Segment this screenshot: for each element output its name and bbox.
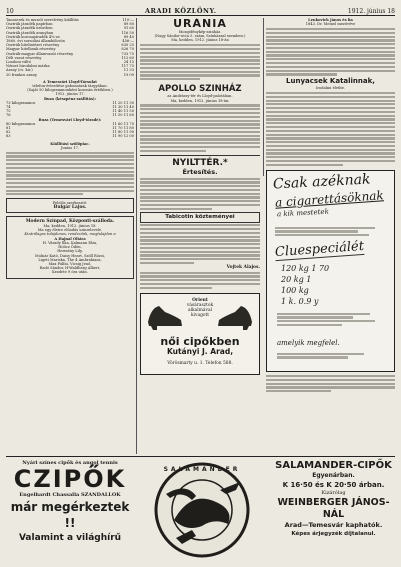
shoe-store: Kutányi J. Arad, [166, 346, 234, 356]
cinema-program-line: Hermény Lily, [57, 249, 83, 254]
price-list [281, 263, 329, 307]
price-row: 100 kg [281, 285, 309, 295]
cinema-program-line: Max Pálfai, Vicsig Jenő, [48, 261, 92, 266]
exchange-row-label: Londoni váltó [6, 60, 31, 65]
buza2-row-label: 80 kilogrammos [6, 121, 36, 126]
urania-title: URÁNIA [173, 18, 227, 30]
lloyd-head: (Saját 50 kilogrammonként koronás értékben.) [27, 88, 113, 93]
cinema-time: Kezdete 9 óra után. [52, 270, 88, 275]
bottom-ads [6, 456, 395, 563]
buza2-row-value: 11 80 11 90 [112, 130, 134, 135]
page-number: 10 [6, 8, 14, 15]
apollo-subtitle: az Andrássy-tér és Lloyd-palotában. [167, 94, 233, 99]
signature: Vojtek Alajos. [226, 264, 260, 270]
tabacos-banner: Tabicotin közteményei [140, 212, 260, 223]
salamander-shop: WEINBERGER JÁNOS-NÁL [277, 497, 390, 520]
exchange-row-label: Tanszerek és muzeli szerelvény kiállítás [6, 18, 79, 22]
czipok-big: már megérkeztek !! [10, 500, 130, 530]
exchange-row-label: 1860. évi sorsolási államkölcsön [6, 39, 65, 44]
cinema-program-line: Holicz Ödön. [58, 245, 82, 250]
handwrite-scribbles-3 [277, 351, 386, 360]
stamp-word: SALAMANDER [163, 466, 241, 473]
buza2-row [6, 134, 134, 138]
editor-label: Felelős szerkesztő: [52, 201, 88, 206]
apollo-text [140, 104, 260, 152]
page-header [6, 5, 395, 16]
exchange-row-value: 11 33 [123, 68, 134, 73]
buza-row-value: 11 30 11 40 [112, 105, 134, 110]
exchange-row-label: Osztrák-magyar államvasút részvény [6, 51, 74, 56]
exchange-row-value: 733 75 [121, 51, 134, 56]
column-rule [136, 18, 137, 454]
notice-head: Lenkovich János és fia [308, 18, 353, 22]
salamander-city: Arad—Temesvár kaphatók. [284, 521, 383, 529]
czipok-mid: Engelhardt Chassalla SZANDALLOK [19, 492, 121, 498]
page-date: 1912. június 18 [347, 8, 395, 15]
tabacos-text [140, 224, 260, 264]
cinema-box [6, 216, 134, 279]
cinema-note: Ma egy életre előadás szinrelevele. [37, 228, 103, 233]
exchange-row-value: 826 70 [121, 47, 134, 52]
exchange-row-label: Osztrák járadék aranyban [6, 30, 54, 35]
buza2-title: Buza (Temesvári Lloyd-tőzsde): [38, 117, 102, 122]
exchange-row-value: 110-— [122, 18, 134, 22]
buza-table [6, 101, 134, 118]
cinema-program-line: A Hajnal Oltára [54, 236, 86, 241]
urania-text [140, 44, 260, 80]
exchange-row-label: Magyar hitelbank részvény [6, 47, 56, 52]
buza2-row-value: 11 70 11 80 [112, 126, 134, 131]
buza-row-value: 11 40 11 50 [112, 109, 134, 114]
buza-row-value: 11 50 11 60 [112, 113, 134, 118]
price-row: 120 kg 1 70 [281, 263, 330, 273]
column-right [266, 18, 395, 454]
exchange-row-value: 117 75 [121, 64, 134, 69]
notice-text [266, 28, 395, 76]
cinema-sub: Kizárólagos tulajdonos, rendezőnk, megtulajdon a [24, 232, 116, 237]
salamander-stamp [136, 460, 268, 560]
buza-row-label: 73 kilogrammos [6, 100, 36, 105]
buza-title: Buza (készpénz szállítás): [43, 96, 97, 101]
katalin-title: Lunyacsek Katalinnak, [286, 77, 375, 86]
exchange-row-value: 24 15 [123, 60, 134, 65]
czipok-ad [6, 460, 134, 560]
market-text [6, 152, 134, 196]
price-row: 1 k. 0.9 y [281, 296, 319, 306]
salamander-price: K 16·50 és K 20·50 árban. [282, 481, 385, 489]
shoe-address: Vörösmarty u. 1. Telefon 588. [167, 360, 233, 366]
column-left [6, 18, 134, 454]
exchange-row-value: 630 25 [121, 43, 134, 48]
lloyd-date: 1912. június 17. [55, 92, 85, 97]
exchange-row-value: 116 50 [121, 30, 134, 35]
ad-line-1: Orient [192, 297, 208, 303]
buza2-row-label: 83 [6, 134, 11, 139]
newspaper-title: ARADI KÖZLÖNY. [145, 7, 217, 15]
buza-row-label: 74 [6, 105, 11, 110]
column-rule [263, 18, 264, 176]
salamander-stamp-graphic [136, 460, 268, 560]
shoe-icon [215, 298, 255, 332]
salamander-sub: Egyenárban. [312, 472, 355, 479]
cinema-date: Ma, kedden, 1912. június 18. [43, 224, 97, 229]
lloyd-subtitle: telefon-értesítése gabonaárak tárgyában. [32, 84, 108, 89]
salamander-foot: Képes árjegyzék díjtalanul. [291, 531, 376, 537]
signature-text [140, 272, 260, 289]
exchange-table [6, 18, 134, 77]
column-middle [140, 18, 260, 454]
market-date: Junius 17. [60, 145, 80, 150]
buza2-row-value: 11 90 12 00 [112, 134, 134, 139]
urania-subtitle: Mozgófénykép-szinház. [178, 30, 222, 34]
urania-date: Ma, kedden, 1912. június 18-án [171, 38, 229, 43]
salamander-title: SALAMANDER-CIPŐK [275, 460, 392, 471]
handwrite-2: a cigarettásöknak [274, 188, 385, 210]
czipok-top: Nyári színes cipők és angol tennis [22, 460, 118, 466]
exchange-row-label: Arany (cs. kir.) [6, 68, 33, 73]
buza-row-value: 11 20 11 30 [112, 100, 134, 105]
ertesites-title: Értesítés. [182, 167, 218, 176]
exchange-row-label: Német birodalmi márka [6, 64, 50, 69]
exchange-row-label: Osztrák hitelintézet részvény [6, 43, 60, 48]
ad-line-3: alkalmával [188, 307, 212, 313]
cinema-programs [9, 237, 131, 271]
buza-row-label: 75 [6, 109, 11, 114]
ad-line-4: kivagott [190, 312, 210, 318]
cinema-title: Modern Színpad, Központi-szálloda. [25, 218, 115, 224]
notice-sub: 1843. Dr. Meinel mezővéve [305, 22, 356, 27]
salamander-label: Kizárólag [321, 490, 346, 496]
exchange-row-label: Osztrák járadék papírban [6, 22, 53, 27]
handwrite-4: Cluespeciálét [274, 238, 365, 261]
czipok-word: CZIPŐK [13, 465, 127, 493]
buza2-table [6, 122, 134, 139]
exchange-row-value: 19 09 [123, 72, 134, 77]
handwrite-scribbles-2 [277, 311, 386, 328]
handwritten-ad [266, 170, 395, 372]
exchange-row-value: 91 60 [123, 26, 134, 31]
handwrite-scribbles [275, 225, 386, 238]
handwrite-5: amelyik megfelel. [277, 338, 340, 347]
ertesites-text [140, 178, 260, 210]
czipok-foot: Valamint a világhírű [18, 533, 122, 543]
exchange-row-value: 456-— [122, 39, 134, 44]
lloyd-title: A Temesvári Lloyd-Társulat [43, 79, 97, 84]
exchange-row-value: 89 40 [123, 34, 134, 39]
urania-address: (Nagy Sándor-utca 5. szám, Színházzal szemben.) [154, 34, 246, 39]
apollo-title: APOLLO SZINHÁZ [158, 84, 242, 95]
buza2-row-value: 11 60 11 70 [112, 121, 134, 126]
salamander-ad [272, 460, 395, 560]
apollo-date: Ma, kedden, 1912. június 18-án: [170, 98, 230, 103]
cinema-program-line: Radó Sándor, H-Waldherg Albert, [39, 266, 101, 271]
handwrite-3: a kik mestetek [276, 207, 330, 219]
shoe-ad-title: női cipőkben [160, 334, 240, 348]
exchange-row-label: Osztrák koronajáradék 4%-os [6, 34, 60, 39]
editor-box [6, 198, 134, 212]
market-title: Kiállítási szőlőpiac. [50, 141, 90, 146]
price-row: 20 kg 1 [281, 274, 312, 284]
cinema-program-line: Ligeti Mariska, The 4 Ambrabians, [38, 257, 102, 262]
exchange-row-label: 20 frankos arany [6, 72, 37, 77]
buza2-row-label: 82 [6, 130, 11, 135]
nyiltter-title: NYILTTÉR.* [172, 157, 228, 168]
katalin-text [266, 92, 395, 166]
shoe-ad [140, 293, 260, 375]
buza-row-label: 76 [6, 113, 11, 118]
cinema-program-line: Molnár Kató, Daisy Heart, Szőll Rózsi, [35, 253, 105, 258]
handwrite-1: Csak azéknak [272, 171, 371, 193]
shoe-icon [145, 298, 185, 332]
exchange-row-label: Déli vasut részvény [6, 55, 42, 60]
exchange-row-value: 89 80 [123, 22, 134, 27]
cinema-program-line: H. Várady Ilka, Kalmann Elza, [42, 240, 98, 245]
editor-name: Bulgár Lajos. [53, 204, 87, 210]
ad-line-2: vásárasztok [186, 302, 214, 308]
katalin-sub: Irodalmi életbe. [315, 86, 345, 91]
exchange-row-label: Osztrák járadék ezüstben [6, 26, 53, 31]
exchange-row-value: 112 60 [121, 55, 134, 60]
notice-footer [266, 375, 395, 392]
buza2-row-label: 81 [6, 126, 11, 131]
